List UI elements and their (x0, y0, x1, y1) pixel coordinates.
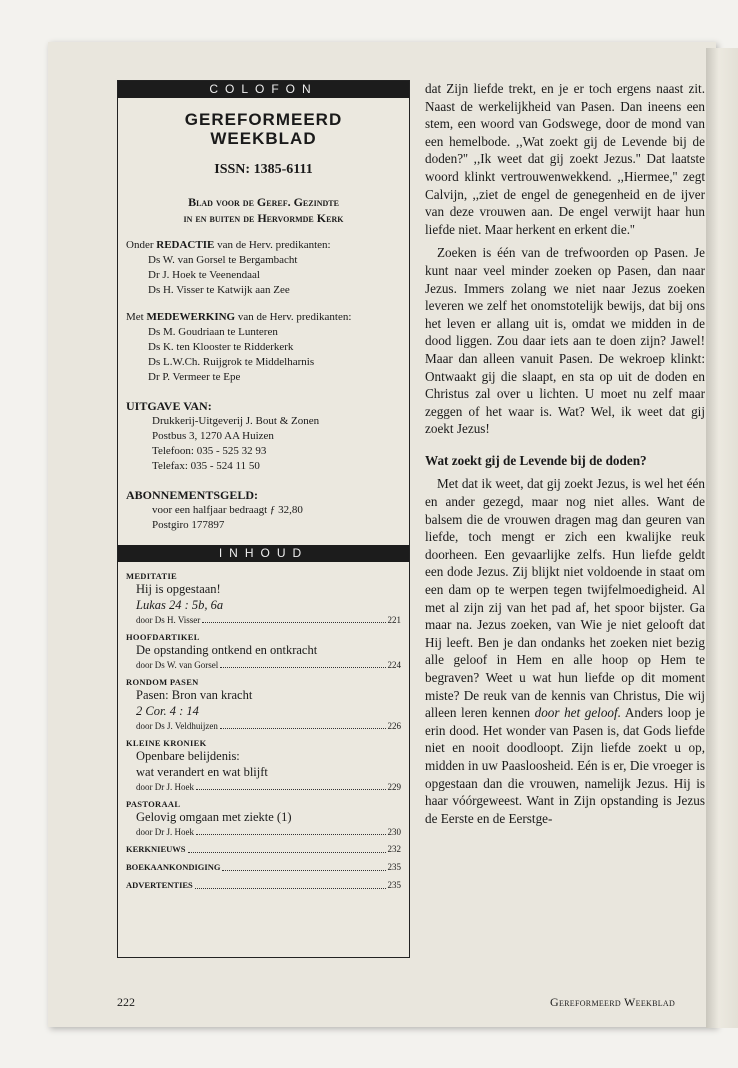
toc-title: Openbare belijdenis: (136, 749, 240, 763)
medewerking-name: Ds M. Goudriaan te Lunteren (148, 326, 278, 338)
toc-page: 224 (387, 660, 401, 670)
medewerking-name: Dr P. Vermeer te Epe (148, 371, 241, 383)
article-paragraph: dat Zijn liefde trekt, en je er toch ergens naast zit. Naast de werkelijkheid van Pasen. Dan ineens een stem, een woord van Godswege, door de mond van een hemelbode. ,,Wat zoekt gij de Levende bij de doden?'' ,,Ik weet dat gij zoekt Jezus.'' Dat laatste woord klinkt vertrouwenwekkend. ,,Hiermee,'' zegt Calvijn, ,,ziet de engel de genegenheid en de ijver van deze vrouwen aan. De engel verwijt haar hun liefde niet. Maar herkent en erkent die.'' (425, 81, 705, 237)
article-emphasis: door het geloof. (534, 705, 621, 721)
toc-category: RONDOM PASEN (126, 677, 199, 687)
abonnement-heading: ABONNEMENTSGELD: (126, 488, 259, 502)
toc-leader (202, 613, 385, 623)
table-of-contents (118, 562, 409, 893)
toc-author: door Ds W. van Gorsel (136, 660, 219, 670)
toc-leader (188, 842, 386, 853)
abonnement-body (152, 503, 409, 533)
toc-page: 232 (387, 844, 401, 854)
toc-leader (196, 780, 386, 790)
subtitle-line1: Blad voor de Geref. Gezindte (188, 195, 339, 209)
toc-category: PASTORAAL (126, 799, 181, 809)
inhoud-header: INHOUD (118, 545, 409, 562)
toc-category: KLEINE KRONIEK (126, 738, 207, 748)
article-subheading: Wat zoekt gij de Levende bij de doden? (425, 452, 647, 468)
toc-reference: 2 Cor. 4 : 14 (136, 704, 199, 718)
medewerking-section (126, 310, 409, 385)
toc-page: 229 (387, 782, 401, 792)
subtitle-line2: in en buiten de Hervormde Kerk (183, 211, 344, 225)
toc-title: De opstanding ontkend en ontkracht (136, 643, 318, 657)
redactie-name: Ds H. Visser te Katwijk aan Zee (148, 284, 290, 296)
toc-byline (126, 719, 401, 733)
toc-author: door Dr J. Hoek (136, 827, 194, 837)
toc-leader (220, 658, 385, 668)
toc-byline (126, 825, 401, 839)
uitgave-line: Telefax: 035 - 524 11 50 (152, 460, 260, 472)
toc-byline (126, 780, 401, 794)
uitgave-body (152, 414, 409, 474)
toc-byline (126, 613, 401, 627)
toc-single-entry (126, 842, 401, 857)
medewerking-keyword: MEDEWERKING (146, 311, 236, 323)
redactie-prefix: Onder (126, 239, 157, 251)
toc-single-entry (126, 878, 401, 893)
masthead (118, 110, 409, 148)
toc-author: door Dr J. Hoek (136, 782, 194, 792)
article-text: Met dat ik weet, dat gij zoekt Jezus, is wel het één en ander gezegd, maar nog niet alles. Want de balsem die de vrouwen dragen mag dan geuren van liefde, toch mengt er zich een kwalijke reuk doorheen. Een gevaarlijke zelfs. Hun liefde geldt een dode Jezus. Zij blijkt niet voldoende in staat om een dam op te werpen tegen twijfelmoedigheid. Al met al zijn zij van het pad af, het spoor bijster. Ga maar na. Jezus zoeken, van Wie je niet gelooft dat Hij leeft. Ben je dan ondanks het zoeken niet bezig alle geloof in Hem en alle hoop op Hem te begraven? Weet u wat hun liefde op dit moment miste? De reuk van de kennis van Christus, Die wij alleen leren kennen (425, 476, 705, 721)
medewerking-name: Ds K. ten Klooster te Ridderkerk (148, 341, 294, 353)
redactie-section (126, 238, 409, 298)
toc-category: HOOFDARTIKEL (126, 632, 200, 642)
toc-category: MEDITATIE (126, 571, 178, 581)
toc-title: Gelovig omgaan met ziekte (1) (136, 810, 292, 824)
toc-leader (220, 719, 386, 729)
toc-page: 221 (387, 615, 401, 625)
toc-author: door Ds H. Visser (136, 615, 201, 625)
toc-category: KERKNIEUWS (126, 844, 186, 854)
toc-leader (195, 878, 386, 889)
redactie-name: Ds W. van Gorsel te Bergambacht (148, 254, 298, 266)
medewerking-prefix: Met (126, 311, 147, 323)
toc-title: Pasen: Bron van kracht (136, 688, 253, 702)
toc-page: 226 (387, 721, 401, 731)
uitgave-line: Drukkerij-Uitgeverij J. Bout & Zonen (152, 415, 320, 427)
toc-author: door Ds J. Veldhuijzen (136, 721, 218, 731)
toc-page: 235 (387, 862, 401, 872)
toc-title-continued: wat verandert en wat blijft (136, 765, 268, 779)
masthead-line2: WEEKBLAD (210, 129, 317, 148)
article-paragraph: Zoeken is één van de trefwoorden op Pasen. Je kunt naar veel minder zoeken op Pasen, dan naar Jezus. Immers zolang we niet naar Jezus zoeken leveren we zelf het onomstotelijk bewijs, dat bij ons het leven er allang uit is, omdat we midden in de dood liggen. Zou daar iets aan te doen zijn? Jawel! Maar dan alleen vanuit Pasen. De wekroep klinkt: Ontwaakt gij die slaapt, en sta op uit de doden en Christus zal over u lichten. U moet nu zelf maar zeggen of het waar is. Wat? Wel, ik weet dat gij zoekt Jezus! (425, 245, 705, 437)
toc-byline (126, 658, 401, 672)
colofon-box (117, 80, 410, 958)
toc-page: 235 (387, 880, 401, 890)
toc-category: BOEKAANKONDIGING (126, 862, 221, 872)
toc-single-entry (126, 860, 401, 875)
book-spine (706, 48, 738, 1028)
redactie-keyword: REDACTIE (156, 239, 215, 251)
uitgave-heading: UITGAVE VAN: (126, 399, 212, 413)
toc-leader (222, 860, 385, 871)
redactie-suffix: van de Herv. predikanten: (214, 239, 331, 251)
uitgave-line: Telefoon: 035 - 525 32 93 (152, 445, 267, 457)
toc-leader (196, 825, 386, 835)
abonnement-line: voor een halfjaar bedraagt ƒ 32,80 (152, 504, 303, 516)
toc-category: ADVERTENTIES (126, 880, 193, 890)
colofon-header: COLOFON (118, 81, 409, 98)
masthead-line1: GEREFORMEERD (184, 110, 343, 129)
article-paragraph (425, 475, 705, 827)
toc-page: 230 (387, 827, 401, 837)
running-title: Gereformeerd Weekblad (550, 995, 676, 1009)
page-number: 222 (117, 995, 135, 1009)
medewerking-suffix: van de Herv. predikanten: (235, 311, 352, 323)
article-text: Anders loop je erin dood. Het wonder van Pasen is, dat Gods liefde niet en nooit doodloopt. Zijn liefde zoekt u op, midden in uw Paasloosheid. Eén is er, Die vroeger is opgestaan dan die vrouwen, namelijk Jezus. Hij is haar vóórgeweest. Want in Zijn opstanding is Jezus de Eerste en de Eerstge- (425, 705, 705, 826)
redactie-name: Dr J. Hoek te Veenendaal (148, 269, 260, 281)
toc-reference: Lukas 24 : 5b, 6a (136, 598, 224, 612)
toc-title: Hij is opgestaan! (136, 582, 221, 596)
medewerking-name: Ds L.W.Ch. Ruijgrok te Middelharnis (148, 356, 315, 368)
abonnement-line: Postgiro 177897 (152, 519, 225, 531)
article-column (425, 80, 705, 827)
issn: ISSN: 1385-6111 (214, 162, 313, 177)
subtitle (118, 194, 409, 226)
uitgave-line: Postbus 3, 1270 AA Huizen (152, 430, 274, 442)
